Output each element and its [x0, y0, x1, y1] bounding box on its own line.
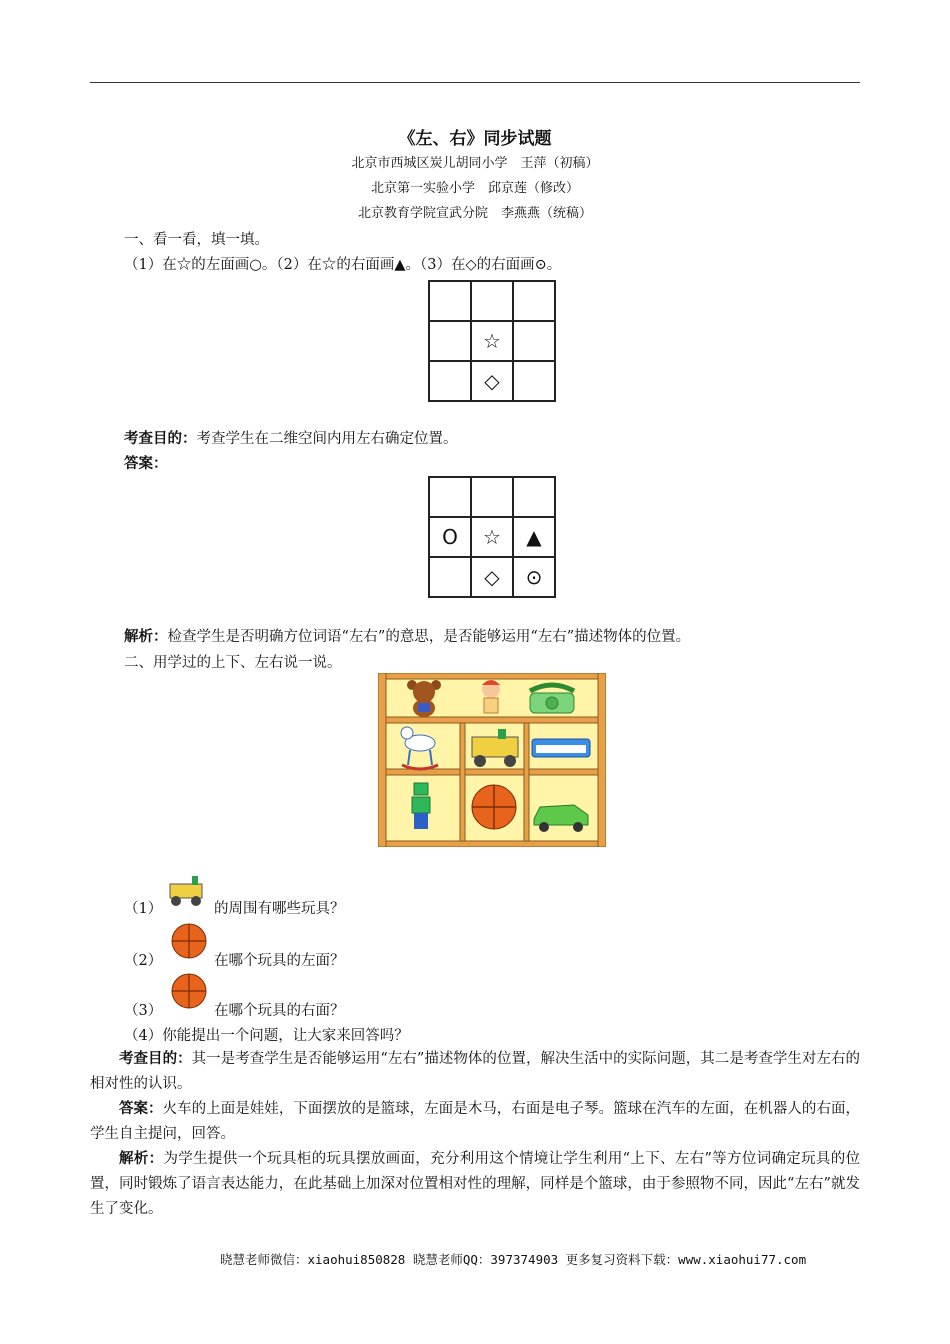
- answer-cell: [429, 557, 471, 597]
- toy-train-icon: [166, 872, 208, 908]
- page-title: 《左、右》同步试题: [398, 129, 552, 149]
- purpose-label: 考查目的：: [119, 1050, 192, 1067]
- q2-analysis: [90, 1146, 860, 1222]
- page-footer: 晓慧老师微信：xiaohui850828 晓慧老师QQ：397374903 更多复习资料下载：www.xiaohui77.com: [220, 1252, 807, 1267]
- author-line-2: 北京第一实验小学 邱京莲（修改）: [370, 181, 579, 196]
- q1-purpose: [124, 427, 458, 448]
- answer-cell: ☆: [471, 517, 513, 557]
- analysis-label: 解析：: [119, 1150, 164, 1167]
- q2-sub1-num: （1）: [124, 901, 163, 917]
- answer-cell: ◇: [471, 557, 513, 597]
- toy-shelf-image: [378, 673, 606, 847]
- answer-cell: [471, 477, 513, 517]
- q2-purpose: [90, 1046, 860, 1097]
- top-rule: [90, 82, 860, 83]
- q2-answer: [90, 1096, 860, 1147]
- q2-sub2-text: 在哪个玩具的左面？: [214, 953, 345, 969]
- grid-cell: [513, 281, 555, 321]
- q2-sub2-num: （2）: [124, 953, 163, 969]
- q1-analysis: [124, 625, 690, 646]
- purpose-text: 其一是考查学生是否能够运用“左右”描述物体的位置，解决生活中的实际问题，其二是考查学生对左右的相对性的认识。: [90, 1051, 861, 1092]
- answer-grid: [428, 476, 556, 598]
- grid-cell: [429, 361, 471, 401]
- answer-cell: ▲: [513, 517, 555, 557]
- purpose-label: 考查目的：: [124, 430, 197, 447]
- basketball-icon: [170, 972, 208, 1010]
- answer-label: 答案：: [119, 1100, 163, 1117]
- grid-cell: [429, 281, 471, 321]
- q1-heading: 一、看一看，填一填。: [124, 232, 269, 248]
- grid-cell: [471, 281, 513, 321]
- analysis-text: 检查学生是否明确方位词语“左右”的意思，是否能够运用“左右”描述物体的位置。: [167, 629, 691, 645]
- question-grid: [428, 280, 556, 402]
- answer-cell: ⊙: [513, 557, 555, 597]
- robot-icon: [412, 783, 430, 829]
- grid-cell: [429, 321, 471, 361]
- answer-cell: O: [429, 517, 471, 557]
- q2-sub3-num: （3）: [124, 1003, 163, 1019]
- author-line-1: 北京市西城区炭儿胡同小学 王萍（初稿）: [351, 156, 599, 171]
- answer-text: 火车的上面是娃娃，下面摆放的是篮球，左面是木马，右面是电子琴。篮球在汽车的左面，在机器人的右面，学生自主提问，回答。: [90, 1101, 860, 1142]
- q2-heading: 二、用学过的上下、左右说一说。: [124, 655, 342, 671]
- q1-answer-label: 答案：: [124, 455, 168, 472]
- q2-sub1-text: 的周围有哪些玩具？: [214, 901, 345, 917]
- author-line-3: 北京教育学院宣武分院 李燕燕（统稿）: [357, 206, 592, 221]
- analysis-text: 为学生提供一个玩具柜的玩具摆放画面，充分利用这个情境让学生利用“上下、左右”等方位词确定玩具的位置，同时锻炼了语言表达能力，在此基础上加深对位置相对性的理解，同样是个篮球，由于参照物不同，因此“左右”就发生了变化。: [90, 1151, 861, 1217]
- basketball-icon: [170, 922, 208, 960]
- q2-sub3-text: 在哪个玩具的右面？: [214, 1003, 345, 1019]
- grid-cell: ◇: [471, 361, 513, 401]
- q2-sub4: （4）你能提出一个问题，让大家来回答吗？: [124, 1028, 409, 1044]
- analysis-label: 解析：: [124, 628, 168, 645]
- keyboard-icon: [532, 739, 590, 757]
- answer-cell: [429, 477, 471, 517]
- q1-instructions: （1）在☆的左面画○。（2）在☆的右面画▲。（3）在◇的右面画⊙。: [124, 257, 562, 273]
- basketball-icon: [472, 785, 516, 829]
- purpose-text: 考查学生在二维空间内用左右确定位置。: [196, 431, 458, 447]
- grid-cell: [513, 321, 555, 361]
- answer-cell: [513, 477, 555, 517]
- grid-cell: [513, 361, 555, 401]
- grid-cell: ☆: [471, 321, 513, 361]
